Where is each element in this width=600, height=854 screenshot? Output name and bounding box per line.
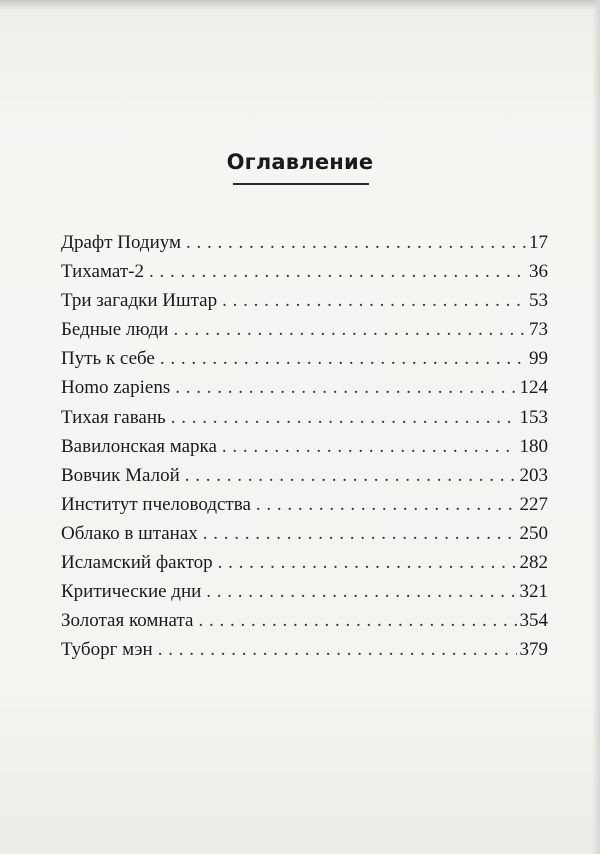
toc-entry[interactable] [61, 577, 548, 606]
toc-entry[interactable] [61, 519, 548, 548]
toc-entry-page: 153 [519, 406, 548, 428]
toc-entry-title: Тихая гавань [61, 406, 166, 428]
toc-entry[interactable] [61, 461, 548, 490]
toc-entry-page: 250 [519, 522, 548, 544]
toc-entry-page: 180 [519, 435, 548, 457]
toc-entry-page: 124 [519, 377, 548, 399]
toc-leader-dots [218, 548, 517, 577]
toc-entry[interactable] [61, 344, 548, 373]
toc-entry-title: Туборг мэн [61, 639, 153, 661]
toc-entry-title: Путь к себе [61, 348, 155, 370]
toc-entry-title: Облако в штанах [61, 522, 198, 544]
toc-entry[interactable] [61, 286, 548, 315]
toc-leader-dots [171, 403, 517, 432]
toc-leader-dots [186, 228, 526, 257]
toc-entry-title: Тихамат-2 [61, 261, 144, 283]
toc-leader-dots [222, 286, 526, 315]
toc-leader-dots [158, 635, 517, 664]
toc-leader-dots [222, 432, 517, 461]
heading-underline [233, 183, 369, 185]
toc-entry[interactable] [61, 635, 548, 664]
table-of-contents [61, 228, 548, 664]
toc-entry-page: 227 [519, 493, 548, 515]
toc-entry-page: 73 [529, 319, 548, 341]
toc-entry-page: 36 [529, 261, 548, 283]
toc-entry-title: Homo zapiens [61, 377, 171, 399]
toc-heading: Оглавление [226, 150, 374, 174]
toc-entry-title: Бедные люди [61, 319, 169, 341]
toc-entry[interactable] [61, 228, 548, 257]
toc-leader-dots [173, 315, 526, 344]
toc-entry-page: 321 [519, 581, 548, 603]
toc-leader-dots [198, 606, 516, 635]
toc-entry-page: 17 [529, 232, 548, 253]
toc-entry-title: Драфт Подиум [61, 232, 182, 253]
toc-entry-title: Три загадки Иштар [61, 290, 218, 312]
toc-entry-page: 203 [519, 464, 548, 486]
toc-entry-title: Вовчик Малой [61, 464, 180, 486]
page-edge-shadow [592, 0, 600, 854]
toc-entry[interactable] [61, 315, 548, 344]
toc-entry[interactable] [61, 403, 548, 432]
toc-leader-dots [175, 373, 516, 402]
toc-entry[interactable] [61, 373, 548, 402]
toc-entry[interactable] [61, 432, 548, 461]
page-top-shadow [0, 0, 600, 10]
toc-entry-title: Исламский фактор [61, 552, 213, 574]
toc-leader-dots [149, 257, 526, 286]
toc-entry-title: Золотая комната [61, 610, 194, 632]
toc-leader-dots [203, 519, 517, 548]
toc-leader-dots [160, 344, 526, 373]
toc-leader-dots [206, 577, 516, 606]
toc-entry-page: 354 [519, 610, 548, 632]
toc-entry[interactable] [61, 548, 548, 577]
toc-entry-title: Институт пчеловодства [61, 493, 251, 515]
toc-entry-title: Критические дни [61, 581, 202, 603]
toc-entry-page: 99 [529, 348, 548, 370]
toc-entry-page: 282 [519, 552, 548, 574]
toc-leader-dots [185, 461, 517, 490]
toc-entry[interactable] [61, 257, 548, 286]
toc-entry-page: 53 [529, 290, 548, 312]
toc-entry-page: 379 [519, 639, 548, 661]
toc-entry[interactable] [61, 490, 548, 519]
toc-entry[interactable] [61, 606, 548, 635]
toc-entry-title: Вавилонская марка [61, 435, 217, 457]
toc-leader-dots [256, 490, 517, 519]
